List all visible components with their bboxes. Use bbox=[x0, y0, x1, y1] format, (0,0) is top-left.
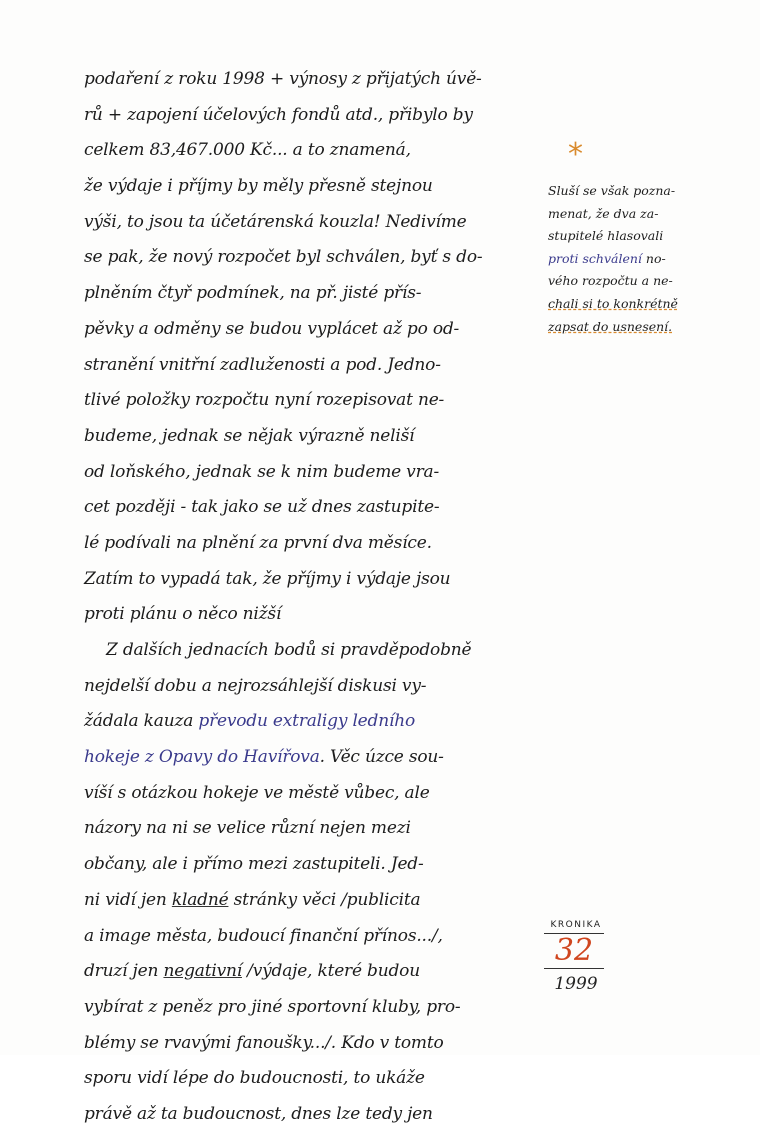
text-segment: . Věc úzce sou- bbox=[319, 747, 444, 768]
text-line: od loňského, jednak se k nim budeme vra- bbox=[84, 461, 439, 482]
text-line: plněním čtyř podmínek, na př. jisté přís- bbox=[84, 283, 422, 304]
chronicle-year: 1999 bbox=[554, 974, 598, 994]
text-line: cet později - tak jako se už dnes zastupite- bbox=[84, 497, 440, 518]
text-line: Zatím to vypadá tak, že příjmy i výdaje jsou bbox=[84, 568, 451, 589]
text-line: vybírat z peněz pro jiné sportovní kluby, pro- bbox=[84, 996, 461, 1017]
text-line: stranění vnitřní zadluženosti a pod. Jedno- bbox=[84, 354, 441, 375]
text-line: nejdelší dobu a nejrozsáhlejší diskusi vy- bbox=[84, 675, 427, 696]
text-line bbox=[84, 883, 554, 919]
asterisk-mark: * bbox=[568, 137, 583, 172]
text-line: proti plánu o něco nižší bbox=[84, 604, 282, 625]
text-line: se pak, že nový rozpočet byl schválen, byť s do- bbox=[84, 247, 483, 268]
text-line: tlivé položky rozpočtu nyní rozepisovat ne- bbox=[84, 390, 445, 411]
margin-note bbox=[548, 180, 718, 338]
text-line: pěvky a odměny se budou vyplácet až po od- bbox=[84, 318, 460, 339]
note-line: vého rozpočtu a ne- bbox=[548, 273, 673, 289]
note-line: stupitelé hlasovali bbox=[548, 228, 664, 244]
text-line: výši, to jsou ta účetárenská kouzla! Nedivíme bbox=[84, 211, 467, 232]
text-line: blémy se rvavými fanoušky.../. Kdo v tomto bbox=[84, 1032, 444, 1053]
note-line: menat, že dva za- bbox=[548, 205, 659, 221]
underlined-word: negativní bbox=[163, 961, 242, 982]
text-line: víší s otázkou hokeje ve městě vůbec, ale bbox=[84, 782, 430, 803]
text-segment: druzí jen bbox=[84, 961, 159, 982]
highlighted-topic: převodu extraligy ledního bbox=[198, 711, 415, 732]
text-line: rů + zapojení účelových fondů atd., přibylo by bbox=[84, 104, 473, 125]
text-segment: stránky věci /publicita bbox=[228, 889, 421, 910]
text-segment: žádala kauza bbox=[84, 711, 194, 732]
text-line: názory na ni se velice různí nejen mezi bbox=[84, 818, 411, 839]
text-line bbox=[84, 954, 554, 990]
text-line: celkem 83,467.000 Kč... a to znamená, bbox=[84, 140, 411, 161]
highlighted-phrase: proti schválení bbox=[548, 250, 642, 266]
text-line bbox=[84, 704, 554, 740]
chronicle-label: KRONIKA bbox=[550, 920, 602, 930]
page-number: 32 bbox=[544, 933, 604, 969]
text-line: právě až ta budoucnost, dnes lze tedy jen bbox=[84, 1103, 433, 1124]
text-line: Z dalších jednacích bodů si pravděpodobně bbox=[106, 640, 472, 660]
note-line: zapsat do usnesení. bbox=[548, 318, 673, 334]
note-line bbox=[548, 248, 718, 271]
page-number-badge bbox=[536, 920, 616, 1000]
text-line: že výdaje i příjmy by měly přesně stejnou bbox=[84, 176, 433, 197]
text-segment: /výdaje, které budou bbox=[241, 961, 420, 982]
highlighted-topic: hokeje z Opavy do Havířova bbox=[84, 747, 320, 768]
text-line: budeme, jednak se nějak výrazně neliší bbox=[84, 425, 415, 446]
main-text bbox=[84, 62, 554, 1133]
text-line: a image města, budoucí finanční přínos.../, bbox=[84, 925, 443, 946]
text-segment: ni vidí jen bbox=[84, 889, 167, 910]
text-line bbox=[84, 740, 554, 776]
text-line: lé podívali na plnění za první dva měsíce. bbox=[84, 532, 432, 553]
underlined-word: kladné bbox=[171, 889, 229, 910]
note-line: chali si to konkrétně bbox=[548, 295, 678, 311]
text-segment: no- bbox=[641, 250, 666, 266]
text-line: podaření z roku 1998 + výnosy z přijatých úvě- bbox=[84, 69, 482, 89]
text-line: občany, ale i přímo mezi zastupiteli. Jed- bbox=[84, 854, 424, 875]
text-line: sporu vidí lépe do budoucnosti, to ukáže bbox=[84, 1068, 425, 1089]
note-line: Sluší se však pozna- bbox=[548, 183, 676, 198]
